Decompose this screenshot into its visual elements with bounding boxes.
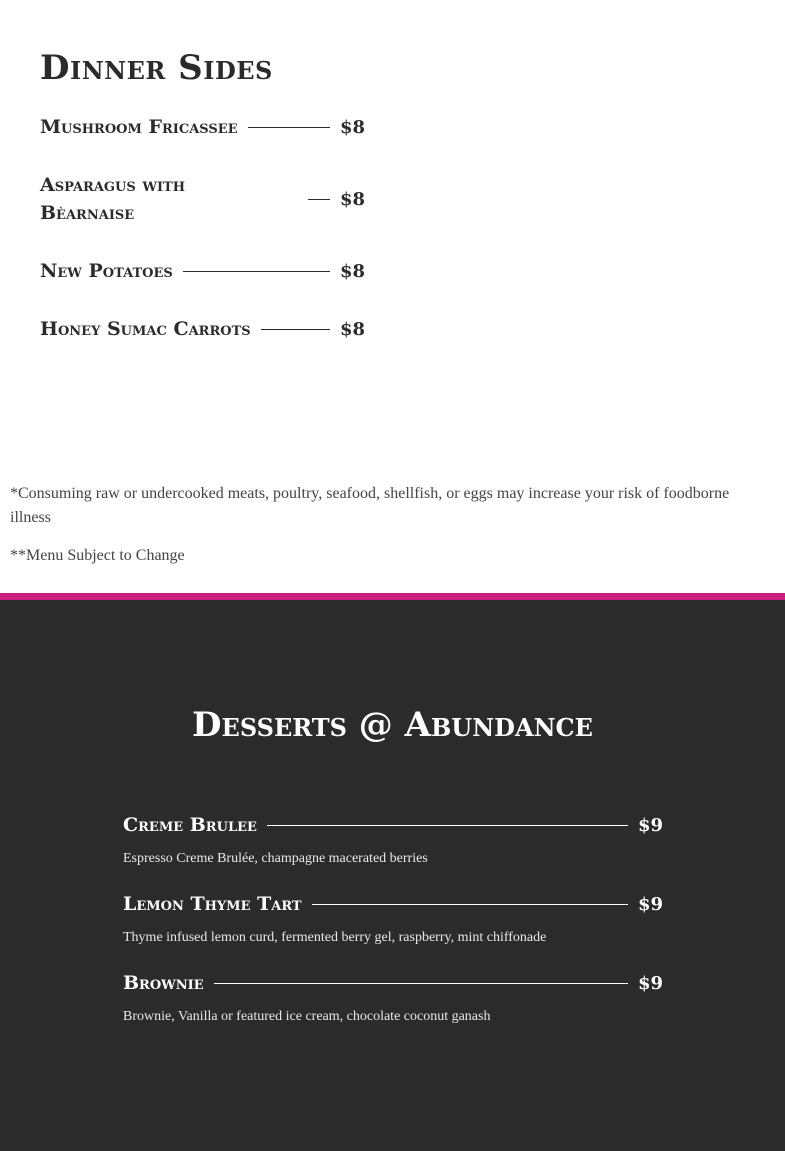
leader-line (214, 983, 628, 984)
dessert-item-price: $9 (637, 814, 663, 836)
desserts-section (0, 600, 785, 1151)
desserts-title: Desserts @ Abundance (192, 705, 593, 745)
dessert-item-description: Thyme infused lemon curd, fermented berry gel, raspberry, mint chiffonade (123, 930, 547, 945)
side-item-asparagus (40, 171, 364, 227)
side-item-price: $8 (340, 116, 366, 138)
raw-food-warning: *Consuming raw or undercooked meats, poultry, seafood, shellfish, or eggs may increase your risk of foodborne illness (10, 485, 730, 526)
dessert-item-name: Brownie (123, 972, 204, 994)
side-item-price: $8 (340, 188, 366, 210)
side-item-name: Asparagus with Bèarnaise (40, 174, 186, 224)
dinner-sides-title: Dinner Sides (40, 48, 273, 88)
dessert-item-name: Lemon Thyme Tart (123, 893, 302, 915)
dessert-item-brownie (123, 970, 663, 996)
section-divider (0, 593, 785, 600)
leader-line (183, 271, 330, 272)
dessert-item-description: Brownie, Vanilla or featured ice cream, chocolate coconut ganash (123, 1009, 491, 1024)
side-item-price: $8 (340, 260, 366, 282)
dessert-item-price: $9 (637, 893, 663, 915)
leader-line (267, 825, 628, 826)
dessert-item-price: $9 (637, 972, 663, 994)
side-item-name: New Potatoes (40, 260, 173, 282)
side-item-price: $8 (340, 318, 366, 340)
menu-change-note: **Menu Subject to Change (10, 547, 185, 564)
leader-line (312, 904, 628, 905)
side-item-name: Honey Sumac Carrots (40, 318, 251, 340)
side-item-new-potatoes (40, 257, 364, 285)
dessert-item-creme-brulee (123, 812, 663, 838)
dessert-item-description: Espresso Creme Brulée, champagne macerated berries (123, 851, 428, 866)
leader-line (248, 127, 330, 128)
leader-line (261, 329, 330, 330)
dessert-item-name: Creme Brulee (123, 814, 257, 836)
side-item-honey-sumac-carrots (40, 315, 364, 343)
dessert-item-lemon-thyme-tart (123, 891, 663, 917)
side-item-mushroom-fricassee (40, 113, 364, 141)
leader-line (308, 199, 330, 200)
side-item-name: Mushroom Fricassee (40, 116, 238, 138)
